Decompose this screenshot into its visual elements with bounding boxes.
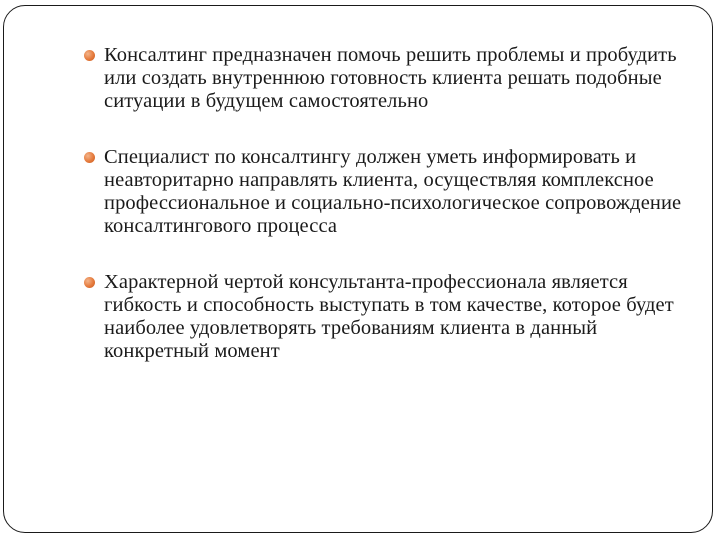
bullet-dot-icon — [84, 50, 95, 61]
bullet-dot-icon — [84, 277, 95, 288]
bullet-item — [82, 44, 682, 113]
bullet-list — [82, 44, 682, 363]
bullet-item — [82, 146, 682, 238]
slide-frame — [3, 5, 713, 533]
bullet-text: Специалист по консалтингу должен уметь информировать и неавторитарно направлять клиента, осуществляя комплексное профессиональное и социально-психологическое сопровождение консалтингового процесса — [104, 146, 682, 237]
bullet-dot-icon — [84, 152, 95, 163]
bullet-item — [82, 271, 682, 363]
bullet-text: Консалтинг предназначен помочь решить проблемы и пробудить или создать внутреннюю готовность клиента решать подобные ситуации в будущем самостоятельно — [104, 44, 677, 112]
bullet-text: Характерной чертой консультанта-профессионала является гибкость и способность выступать в том качестве, которое будет наиболее удовлетворять требованиям клиента в данный конкретный момент — [104, 271, 674, 362]
